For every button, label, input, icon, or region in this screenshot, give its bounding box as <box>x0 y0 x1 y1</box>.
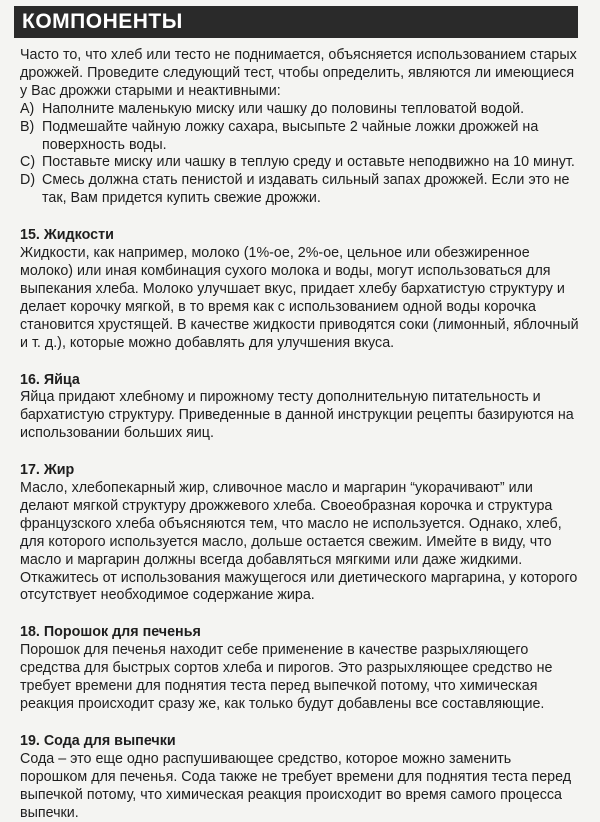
section-body: Порошок для печенья находит себе применение в качестве разрыхляющего средства для быстрых сортов хлеба и пирогов. Это разрыхляющее средство не требует времени для поднятия теста перед выпечкой потому, что химическая реакция происходит сразу же, как только будут добавлены все составляющие. <box>20 642 553 712</box>
page-title: КОМПОНЕНТЫ <box>22 10 183 33</box>
step-item <box>20 172 582 208</box>
step-item <box>20 154 582 172</box>
intro-paragraph: Часто то, что хлеб или тесто не поднимается, объясняется использованием старых дрожжей. Проведите следующий тест, чтобы определить, являются ли имеющиеся у Вас дрожжи старыми и неактивными: <box>20 47 577 99</box>
step-text: Подмешайте чайную ложку сахара, высыпьте 2 чайные ложки дрожжей на поверхность воды. <box>42 118 539 153</box>
section-heading: 15. Жидкости <box>20 227 114 244</box>
section-baking-powder <box>20 624 582 714</box>
section-heading: 18. Порошок для печенья <box>20 624 201 641</box>
step-marker: D) <box>20 172 36 189</box>
section-fat <box>20 462 582 605</box>
header-bar <box>14 6 578 38</box>
section-baking-soda <box>20 733 582 822</box>
step-text: Смесь должна стать пенистой и издавать сильный запах дрожжей. Если это не так, Вам придется купить свежие дрожжи. <box>42 172 570 207</box>
document-content <box>20 47 582 822</box>
section-body: Яйца придают хлебному и пирожному тесту дополнительную питательность и бархатистую структуру. Приведенные в данной инструкции рецепты базируются на использовании больших яиц. <box>20 389 574 442</box>
section-body: Масло, хлебопекарный жир, сливочное масло и маргарин “укорачивают” или делают мягкой структуру дрожжевого хлеба. Своеобразная корочка и структура французского хлеба объясняются тем, что масло не используется. Однако, хлеб, для которого используется масло, дольше остается свежим. Имейте в виду, что масло и маргарин должны всегда добавляться мягкими или даже жидкими. Откажитесь от использования мажущегося или диетического маргарина, у которого отсутствует необходимое содержание жира. <box>20 480 578 604</box>
step-marker: C) <box>20 154 36 171</box>
section-liquids <box>20 227 582 352</box>
step-item <box>20 119 582 155</box>
step-marker: B) <box>20 118 35 135</box>
section-heading: 16. Яйца <box>20 371 80 388</box>
step-marker: A) <box>20 100 35 117</box>
yeast-test-steps <box>20 101 582 208</box>
section-heading: 19. Сода для выпечки <box>20 732 176 749</box>
step-text: Поставьте миску или чашку в теплую среду и оставьте неподвижно на 10 минут. <box>42 154 575 171</box>
section-eggs <box>20 372 582 444</box>
section-heading: 17. Жир <box>20 462 75 479</box>
section-body: Сода – это еще одно распушивающее средство, которое можно заменить порошком для печенья. Сода также не требует времени для поднятия теста перед выпечкой потому, что химическая реакция происходит во время самого процесса выпечки. <box>20 750 572 821</box>
step-text: Наполните маленькую миску или чашку до половины тепловатой водой. <box>42 100 525 117</box>
section-body: Жидкости, как например, молоко (1%-ое, 2%-ое, цельное или обезжиренное молоко) или иная комбинация сухого молока и воды, могут использоваться для выпекания хлеба. Молоко улучшает вкус, придает хлебу бархатистую структуру и делает корочку мягкой, в то время как с использованием одной воды корочка становится хрустящей. В качестве жидкости приводятся соки (лимонный, яблочный и т. д.), которые можно добавлять для улучшения вкуса. <box>20 245 579 351</box>
step-item <box>20 101 582 119</box>
